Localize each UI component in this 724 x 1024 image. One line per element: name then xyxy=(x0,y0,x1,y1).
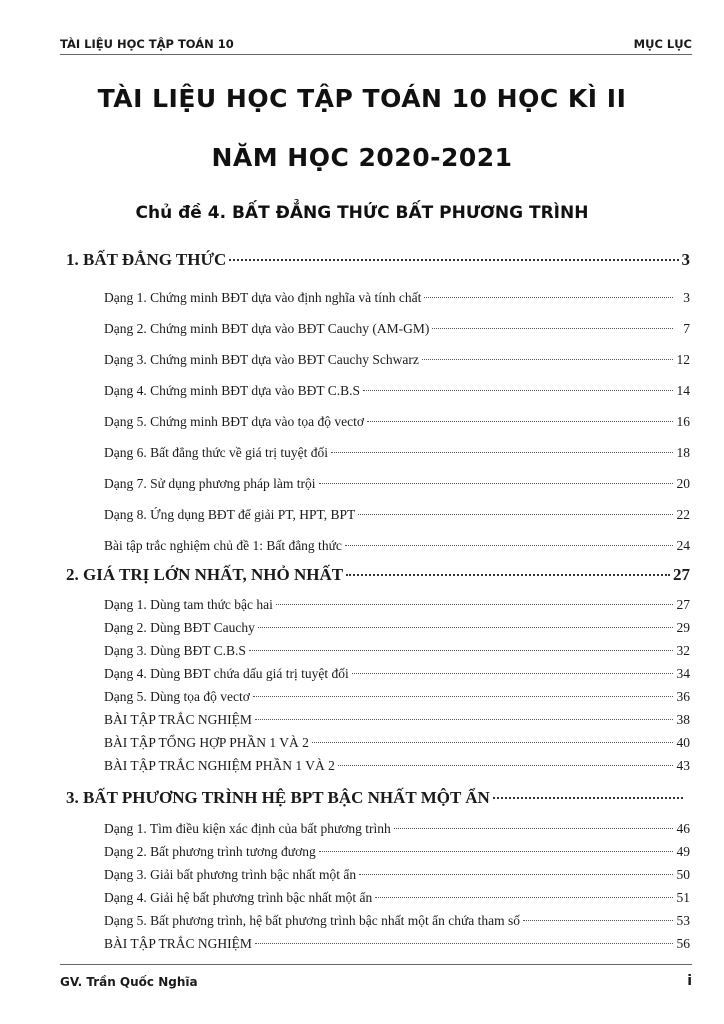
toc-entry[interactable] xyxy=(104,844,690,864)
toc-section-3[interactable] xyxy=(66,788,686,812)
toc-section-1[interactable] xyxy=(66,250,690,274)
school-year: NĂM HỌC 2020-2021 xyxy=(211,143,513,172)
toc-entry[interactable] xyxy=(104,735,690,755)
section-page: 3 xyxy=(681,250,690,269)
leader-dots xyxy=(432,328,673,329)
entry-page: 53 xyxy=(676,913,690,928)
author-name: GV. Trần Quốc Nghĩa xyxy=(60,975,198,989)
toc-entry[interactable] xyxy=(104,597,690,617)
entry-label: BÀI TẬP TRẮC NGHIỆM PHẦN 1 VÀ 2 xyxy=(104,758,335,773)
entry-label: BÀI TẬP TRẮC NGHIỆM xyxy=(104,936,252,951)
entry-page: 49 xyxy=(676,844,690,859)
leader-dots xyxy=(255,719,673,720)
entry-label: Dạng 3. Chứng minh BĐT dựa vào BĐT Cauchy Schwarz xyxy=(104,352,419,367)
toc-entry[interactable] xyxy=(104,643,690,663)
document-title: TÀI LIỆU HỌC TẬP TOÁN 10 HỌC KÌ II xyxy=(97,84,627,113)
entry-page: 50 xyxy=(676,867,690,882)
toc-entry[interactable] xyxy=(104,414,690,434)
toc-entry[interactable] xyxy=(104,383,690,403)
toc-entry[interactable] xyxy=(104,689,690,709)
toc-entry[interactable] xyxy=(104,620,690,640)
leader-dots xyxy=(253,696,673,697)
entry-label: Dạng 2. Chứng minh BĐT dựa vào BĐT Cauchy (AM-GM) xyxy=(104,321,430,336)
entry-label: Bài tập trắc nghiệm chủ đề 1: Bất đẳng thức xyxy=(104,538,342,553)
entry-label: Dạng 2. Dùng BĐT Cauchy xyxy=(104,620,255,635)
entry-label: Dạng 1. Dùng tam thức bậc hai xyxy=(104,597,273,612)
toc-section-2[interactable] xyxy=(66,565,690,589)
leader-dots xyxy=(319,851,673,852)
entry-label: BÀI TẬP TRẮC NGHIỆM xyxy=(104,712,252,727)
entry-label: Dạng 7. Sử dụng phương pháp làm trội xyxy=(104,476,316,491)
toc-entry[interactable] xyxy=(104,666,690,686)
leader-dots xyxy=(255,943,673,944)
toc-entry[interactable] xyxy=(104,758,690,778)
toc-entry[interactable] xyxy=(104,476,690,496)
toc-entry[interactable] xyxy=(104,290,690,310)
toc-entry[interactable] xyxy=(104,321,690,341)
entry-page: 51 xyxy=(676,890,690,905)
entry-label: Dạng 1. Tìm điều kiện xác định của bất phương trình xyxy=(104,821,391,836)
toc-entry[interactable] xyxy=(104,867,690,887)
entry-label: Dạng 2. Bất phương trình tương đương xyxy=(104,844,316,859)
entry-page: 12 xyxy=(676,352,690,367)
entry-label: BÀI TẬP TỔNG HỢP PHẦN 1 VÀ 2 xyxy=(104,735,309,750)
toc-entry[interactable] xyxy=(104,352,690,372)
entry-page: 56 xyxy=(676,936,690,951)
entry-page: 20 xyxy=(676,476,690,491)
header-section-label: MỤC LỤC xyxy=(633,37,692,51)
entry-page: 46 xyxy=(676,821,690,836)
leader-dots xyxy=(312,742,673,743)
leader-dots xyxy=(331,452,673,453)
entry-page: 22 xyxy=(676,507,690,522)
leader-dots xyxy=(375,897,673,898)
leader-dots xyxy=(258,627,673,628)
toc-entry[interactable] xyxy=(104,936,690,956)
topic-title: Chủ đề 4. BẤT ĐẲNG THỨC BẤT PHƯƠNG TRÌNH xyxy=(135,203,589,223)
leader-dots xyxy=(338,765,673,766)
leader-dots xyxy=(358,514,673,515)
entry-page: 18 xyxy=(676,445,690,460)
section-page: 27 xyxy=(673,565,690,584)
entry-page: 36 xyxy=(676,689,690,704)
leader-dots xyxy=(422,359,673,360)
leader-dots xyxy=(493,797,683,799)
entry-label: Dạng 1. Chứng minh BĐT dựa vào định nghĩa và tính chất xyxy=(104,290,422,305)
entry-page: 14 xyxy=(676,383,690,398)
entry-label: Dạng 3. Dùng BĐT C.B.S xyxy=(104,643,246,658)
page-footer xyxy=(60,964,692,994)
entry-label: Dạng 3. Giải bất phương trình bậc nhất một ẩn xyxy=(104,867,357,882)
page-number: i xyxy=(687,973,692,989)
entry-label: Dạng 4. Giải hệ bất phương trình bậc nhất một ẩn xyxy=(104,890,373,905)
entry-page: 27 xyxy=(676,597,690,612)
entry-label: Dạng 5. Dùng tọa độ vectơ xyxy=(104,689,250,704)
leader-dots xyxy=(424,297,673,298)
leader-dots xyxy=(352,673,673,674)
leader-dots xyxy=(363,390,673,391)
leader-dots xyxy=(319,483,673,484)
entry-label: Dạng 5. Chứng minh BĐT dựa vào tọa độ vectơ xyxy=(104,414,364,429)
entry-page: 24 xyxy=(676,538,690,553)
toc-entry[interactable] xyxy=(104,913,690,933)
leader-dots xyxy=(249,650,673,651)
section-title: 1. BẤT ĐẲNG THỨC xyxy=(66,250,227,269)
leader-dots xyxy=(394,828,673,829)
header-title: TÀI LIỆU HỌC TẬP TOÁN 10 xyxy=(60,37,234,51)
leader-dots xyxy=(523,920,673,921)
toc-entry[interactable] xyxy=(104,890,690,910)
leader-dots xyxy=(359,874,673,875)
entry-page: 29 xyxy=(676,620,690,635)
leader-dots xyxy=(229,259,678,261)
entry-page: 43 xyxy=(676,758,690,773)
toc-entry[interactable] xyxy=(104,821,690,841)
toc-entry[interactable] xyxy=(104,712,690,732)
entry-label: Dạng 5. Bất phương trình, hệ bất phương trình bậc nhất một ẩn chứa tham số xyxy=(104,913,521,928)
entry-page: 34 xyxy=(676,666,690,681)
toc-entry[interactable] xyxy=(104,538,690,558)
entry-label: Dạng 6. Bất đẳng thức về giá trị tuyệt đối xyxy=(104,445,329,460)
entry-label: Dạng 4. Dùng BĐT chứa dấu giá trị tuyệt đối xyxy=(104,666,349,681)
section-title: 3. BẤT PHƯƠNG TRÌNH HỆ BPT BẬC NHẤT MỘT ẨN xyxy=(66,788,490,807)
page-header xyxy=(60,37,692,55)
leader-dots xyxy=(345,545,673,546)
entry-label: Dạng 8. Ứng dụng BĐT để giải PT, HPT, BPT xyxy=(104,507,356,522)
leader-dots xyxy=(276,604,673,605)
leader-dots xyxy=(346,574,670,576)
toc-entry[interactable] xyxy=(104,507,690,527)
leader-dots xyxy=(367,421,673,422)
section-title: 2. GIÁ TRỊ LỚN NHẤT, NHỎ NHẤT xyxy=(66,565,344,584)
entry-page: 40 xyxy=(676,735,690,750)
toc-entry[interactable] xyxy=(104,445,690,465)
entry-page: 32 xyxy=(676,643,690,658)
entry-page: 7 xyxy=(683,321,690,336)
entry-page: 38 xyxy=(676,712,690,727)
entry-page: 16 xyxy=(676,414,690,429)
entry-label: Dạng 4. Chứng minh BĐT dựa vào BĐT C.B.S xyxy=(104,383,361,398)
entry-page: 3 xyxy=(683,290,690,305)
